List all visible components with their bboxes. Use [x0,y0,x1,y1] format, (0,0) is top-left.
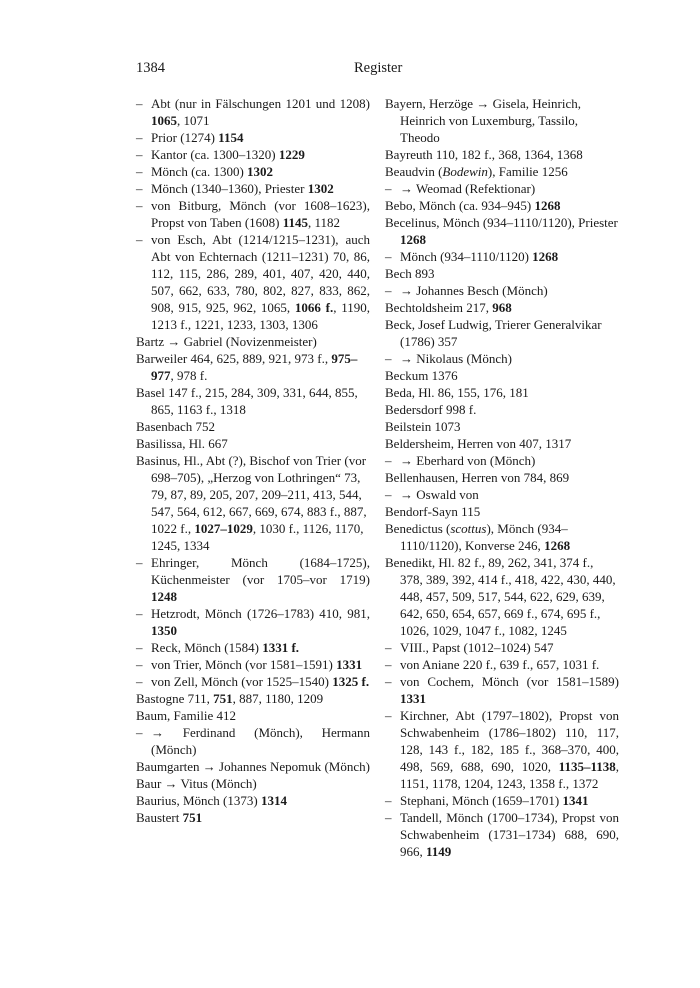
subentry-body [400,180,619,197]
register-subentry [136,163,370,180]
subentry-dash: – [136,147,143,162]
entry-text: Barweiler 464, 625, 889, 921, 973 f., [136,351,332,366]
bold-reference: 975–977 [151,351,358,383]
entry-text: , 1071 [177,113,210,128]
entry-text: Bendorf-Sayn 115 [385,504,481,519]
entry-text: Prior (1274) [151,130,219,145]
subentry-dash: – [385,657,392,672]
register-subentry [385,792,619,809]
page-number: 1384 [136,60,165,76]
subentry-body [400,707,619,792]
entry-text: → Weomad (Refektionar) [400,181,536,196]
subentry-dash: – [136,130,143,145]
entry-text: von Aniane 220 f., 639 f., 657, 1031 f. [400,657,600,672]
entry-text: Bayreuth 110, 182 f., 368, 1364, 1368 [385,147,583,162]
bold-reference: 1149 [426,844,452,859]
subentry-body [400,673,619,707]
register-entry [136,775,370,792]
subentry-dash: – [136,164,143,179]
register-entry [385,469,619,486]
entry-text: , 1151, 1178, 1204, 1243, 1358 f., 1372 [400,759,619,791]
register-subentry [136,231,370,333]
subentry-dash: – [136,555,143,570]
register-entry [385,265,619,282]
entry-text: Baustert [136,810,183,825]
entry-text: Bebo, Mönch (ca. 934–945) [385,198,535,213]
register-entry [136,707,370,724]
entry-text: Beaudvin ( [385,164,443,179]
register-entry [385,554,619,639]
bold-reference: 1302 [307,181,334,196]
subentry-dash: – [385,793,392,808]
bold-reference: 1341 [562,793,589,808]
register-entry [136,792,370,809]
subentry-body [151,639,370,656]
register-subentry [136,95,370,129]
entry-text: VIII., Papst (1012–1024) 547 [400,640,554,655]
register-subentry [385,707,619,792]
entry-text: Ehringer, Mönch (1684–1725), Küchenmeister (vor 1705–vor 1719) [151,555,370,587]
register-subentry [385,656,619,673]
register-entry [385,418,619,435]
register-subentry [136,146,370,163]
register-subentry [136,656,370,673]
subentry-dash: – [136,96,143,111]
subentry-body [151,605,370,639]
register-subentry [385,809,619,860]
entry-text: Bedersdorf 998 f. [385,402,477,417]
register-subentry [136,197,370,231]
entry-text: , 887, 1180, 1209 [232,691,324,706]
subentry-dash: – [136,198,143,213]
register-entry [136,809,370,826]
entry-text: Bayern, Herzöge → Gisela, Heinrich, Heinrich von Luxemburg, Tassilo, Theodo [385,96,582,145]
register-subentry [385,486,619,503]
entry-text: Basenbach 752 [136,419,216,434]
bold-reference: 1350 [151,623,177,638]
entry-text: , 978 f. [170,368,208,383]
register-subentry [136,639,370,656]
register-entry [136,435,370,452]
entry-text: Beck, Josef Ludwig, Trierer Generalvikar (1786) 357 [385,317,602,349]
entry-text: von Esch, Abt (1214/1215–1231), auch Abt von Echternach (1211–1231) 70, 86, 112, 115, 286, 289, 401, 407, 420, 440, 507, 662, 633, 780, 802, 827, 833, 862, 908, 915, 925, 962, 1065, [151,232,370,315]
bold-reference: 1302 [247,164,274,179]
entry-text: Beckum 1376 [385,368,458,383]
entry-text: Benedictus ( [385,521,451,536]
entry-text: → Oswald von [400,487,479,502]
register-entry [385,401,619,418]
bold-reference: 1268 [400,232,426,247]
entry-text: Mönch (1340–1360), Priester [151,181,308,196]
bold-reference: 1154 [218,130,244,145]
register-entry [385,503,619,520]
entry-text: , 1030 f., 1126, 1170, 1245, 1334 [151,521,364,553]
register-entry [136,350,370,384]
register-subentry [385,180,619,197]
subentry-body [400,452,619,469]
entry-text: Baur → Vitus (Mönch) [136,776,257,791]
entry-text: Baum, Familie 412 [136,708,237,723]
subentry-dash: – [136,725,143,740]
bold-reference: 1268 [534,198,561,213]
entry-text: Mönch (ca. 1300) [151,164,248,179]
register-entry [136,418,370,435]
entry-text: Bastogne 711, [136,691,214,706]
register-entry [385,384,619,401]
entry-text: Hetzrodt, Mönch (1726–1783) 410, 981, [151,606,370,621]
italic-name: scottus [450,521,487,536]
running-head: Register [354,60,403,76]
subentry-dash: – [385,453,392,468]
subentry-body [400,809,619,860]
bold-reference: 1331 [400,691,426,706]
subentry-dash: – [385,283,392,298]
bold-reference: 1135–1138 [558,759,616,774]
entry-text: Kantor (ca. 1300–1320) [151,147,279,162]
entry-text: Beldersheim, Herren von 407, 1317 [385,436,572,451]
subentry-body [151,163,370,180]
bold-reference: 1065 [151,113,177,128]
entry-text: Basel 147 f., 215, 284, 309, 331, 644, 855, 865, 1163 f., 1318 [136,385,358,417]
subentry-body [400,792,619,809]
bold-reference: 1229 [278,147,305,162]
subentry-dash: – [136,640,143,655]
register-entry [136,452,370,554]
entry-text: Basinus, Hl., Abt (?), Bischof von Trier (vor 698–705), „Herzog von Lothringen“ 73, 79, 87, 89, 205, 207, 209–211, 413, 544, 547, 564, 612, 667, 669, 674, 883 f., 887, 1022 f., [136,453,367,536]
right-column [385,95,619,860]
entry-text: von Bitburg, Mönch (vor 1608–1623), Propst von Taben (1608) [151,198,370,230]
entry-text: ), Familie 1256 [487,164,568,179]
subentry-body [151,724,370,758]
bold-reference: 1331 f. [262,640,300,655]
bold-reference: 1314 [260,793,287,808]
subentry-dash: – [385,181,392,196]
subentry-dash: – [136,657,143,672]
bold-reference: 1248 [151,589,177,604]
register-entry [385,299,619,316]
subentry-body [400,486,619,503]
bold-reference: 1066 f. [294,300,334,315]
subentry-body [151,95,370,129]
register-entry [385,435,619,452]
register-subentry [136,129,370,146]
subentry-dash: – [385,674,392,689]
italic-name: Bodewin [442,164,488,179]
bold-reference: 1331 [336,657,363,672]
subentry-body [151,554,370,605]
subentry-dash: – [136,606,143,621]
register-subentry [136,724,370,758]
entry-text: Reck, Mönch (1584) [151,640,263,655]
register-entry [136,333,370,350]
register-entry [385,520,619,554]
entry-text: Bechtoldsheim 217, [385,300,493,315]
register-subentry [385,639,619,656]
entry-text: Tandell, Mönch (1700–1734), Propst von Schwabenheim (1731–1734) 688, 690, 966, [400,810,619,859]
subentry-dash: – [385,487,392,502]
entry-text: Beilstein 1073 [385,419,461,434]
bold-reference: 1268 [532,249,559,264]
bold-reference: 1268 [544,538,571,553]
entry-text: , 1190, 1213 f., 1221, 1233, 1303, 1306 [151,300,370,332]
bold-reference: 751 [213,691,233,706]
subentry-body [151,146,370,163]
entry-text: von Zell, Mönch (vor 1525–1540) [151,674,333,689]
entry-text: Baumgarten → Johannes Nepomuk (Mönch) [136,759,370,774]
entry-text: Becelinus, Mönch (934–1110/1120), Priester [385,215,618,230]
entry-text: Benedikt, Hl. 82 f., 89, 262, 341, 374 f., 378, 389, 392, 414 f., 418, 422, 430, 440, 448, 457, 509, 517, 544, 622, 629, 639, 642, 650, 654, 657, 669 f., 674, 695 f., 1026, 1029, 1047 f., 1082, 1245 [385,555,616,638]
subentry-body [400,350,619,367]
subentry-dash: – [136,232,143,247]
entry-text: , 1182 [308,215,341,230]
subentry-dash: – [385,708,392,723]
bold-reference: 1027–1029 [194,521,253,536]
subentry-dash: – [385,351,392,366]
register-entry [136,690,370,707]
entry-text: ), Mönch (934–1110/1120), Konverse 246, [400,521,568,553]
register-entry [136,758,370,775]
bold-reference: 1325 f. [332,674,370,689]
entry-text: Bech 893 [385,266,435,281]
register-entry [385,367,619,384]
subentry-body [151,656,370,673]
subentry-body [151,673,370,690]
bold-reference: 751 [182,810,203,825]
subentry-dash: – [136,181,143,196]
register-entry [385,146,619,163]
register-subentry [136,554,370,605]
subentry-body [400,248,619,265]
register-subentry [385,282,619,299]
register-subentry [385,248,619,265]
subentry-dash: – [385,640,392,655]
register-subentry [385,452,619,469]
subentry-body [400,639,619,656]
entry-text: Baurius, Mönch (1373) [136,793,261,808]
register-subentry [136,605,370,639]
entry-text: → Eberhard von (Mönch) [400,453,536,468]
left-column [136,95,370,826]
entry-text: Mönch (934–1110/1120) [400,249,533,264]
subentry-body [400,282,619,299]
entry-text: von Trier, Mönch (vor 1581–1591) [151,657,337,672]
entry-text: von Cochem, Mönch (vor 1581–1589) [400,674,619,689]
register-entry [385,214,619,248]
subentry-dash: – [136,674,143,689]
entry-text: → Nikolaus (Mönch) [400,351,512,366]
bold-reference: 1145 [282,215,309,230]
entry-text: Beda, Hl. 86, 155, 176, 181 [385,385,529,400]
register-entry [385,316,619,350]
register-subentry [385,673,619,707]
subentry-body [400,656,619,673]
register-subentry [136,180,370,197]
entry-text: Kirchner, Abt (1797–1802), Propst von Schwabenheim (1786–1802) 110, 117, 128, 143 f., 182, 185 f., 368–370, 400, 498, 569, 688, 690, 1020, [400,708,619,774]
subentry-dash: – [385,810,392,825]
subentry-dash: – [385,249,392,264]
subentry-body [151,197,370,231]
subentry-body [151,180,370,197]
entry-text: Basilissa, Hl. 667 [136,436,228,451]
entry-text: Bellenhausen, Herren von 784, 869 [385,470,570,485]
entry-text: → Ferdinand (Mönch), Hermann (Mönch) [151,725,370,757]
entry-text: → Johannes Besch (Mönch) [400,283,548,298]
register-entry [385,197,619,214]
register-entry [136,384,370,418]
register-subentry [385,350,619,367]
bold-reference: 968 [492,300,512,315]
register-subentry [136,673,370,690]
register-entry [385,95,619,146]
entry-text: Bartz → Gabriel (Novizenmeister) [136,334,317,349]
entry-text: Abt (nur in Fälschungen 1201 und 1208) [151,96,370,111]
register-entry [385,163,619,180]
subentry-body [151,231,370,333]
subentry-body [151,129,370,146]
entry-text: Stephani, Mönch (1659–1701) [400,793,563,808]
